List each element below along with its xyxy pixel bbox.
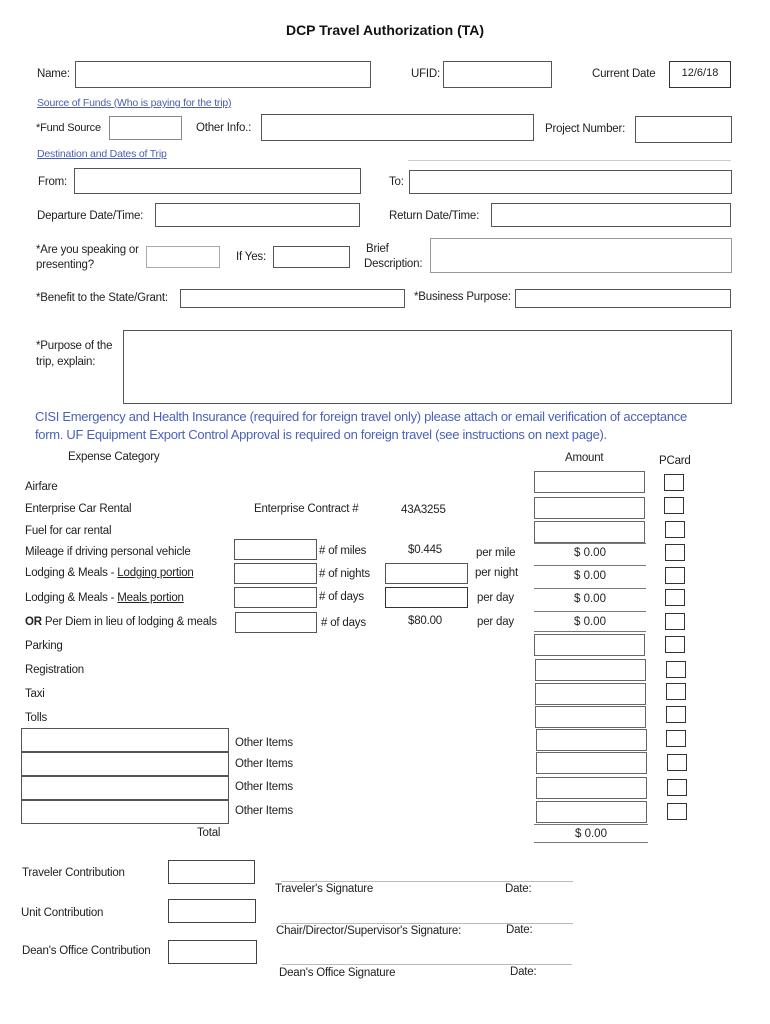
per-night-label: per night [475,567,518,579]
other-items-label-2: Other Items [235,758,293,770]
divider [534,842,648,843]
amount-header: Amount [565,452,604,464]
per-mile-label: per mile [476,547,516,559]
taxi-amount-field[interactable] [535,683,646,705]
pcard-checkbox-tolls[interactable] [666,706,686,723]
meals-prefix: Lodging & Meals - [25,592,118,604]
nights-unit-label: # of nights [319,568,370,580]
parking-amount-field[interactable] [534,634,645,656]
return-label: Return Date/Time: [389,210,480,222]
ufid-field[interactable] [443,61,552,88]
pcard-checkbox-lodging[interactable] [665,567,685,584]
divider [408,160,731,161]
airfare-amount-field[interactable] [534,471,645,493]
pcard-checkbox-other-4[interactable] [667,803,687,820]
miles-unit-label: # of miles [319,545,367,557]
meals-label [25,592,184,604]
other-item-amount-field-4[interactable] [536,801,647,823]
current-date-value: 12/6/18 [681,67,719,79]
benefit-field[interactable] [180,289,405,308]
pcard-checkbox-other-1[interactable] [666,730,686,747]
pcard-checkbox-registration[interactable] [666,661,686,678]
divider [534,543,646,544]
meal-days-field[interactable] [234,587,317,608]
notice-line2: form. UF Equipment Export Control Approval is required on foreign travel (see instructions on next page). [35,427,607,442]
lodging-amount: $ 0.00 [574,570,606,582]
pcard-checkbox-other-2[interactable] [667,754,687,771]
other-item-field-2[interactable] [21,752,229,776]
per-diem-days-label: # of days [321,617,366,629]
brief-label-line2: Description: [364,258,423,270]
brief-description-label [364,242,422,272]
foreign-travel-notice [35,408,687,444]
other-items-label-3: Other Items [235,781,293,793]
divider [534,565,646,566]
pcard-checkbox-car-rental[interactable] [664,497,684,514]
per-diem-days-field[interactable] [235,612,317,633]
nights-field[interactable] [234,563,317,584]
to-field[interactable] [409,170,732,194]
chair-date-label: Date: [506,924,533,936]
benefit-label: *Benefit to the State/Grant: [36,292,168,304]
total-amount: $ 0.00 [575,828,607,840]
taxi-label: Taxi [25,688,45,700]
name-label: Name: [37,68,70,80]
per-day-label: per day [477,592,514,604]
dean-date-label: Date: [510,966,537,978]
meals-rate-field[interactable] [385,587,468,608]
per-diem-or: OR [25,616,42,628]
unit-contribution-field[interactable] [168,899,256,923]
other-item-field-3[interactable] [21,776,229,800]
current-date-field[interactable] [669,61,731,88]
total-label: Total [197,827,221,839]
tolls-label: Tolls [25,712,48,724]
business-purpose-field[interactable] [515,289,731,308]
purpose-field[interactable] [123,330,732,404]
parking-label: Parking [25,640,63,652]
other-item-field-4[interactable] [21,800,229,824]
if-yes-field[interactable] [273,246,350,268]
pcard-checkbox-meals[interactable] [665,589,685,606]
name-field[interactable] [75,61,371,88]
brief-description-field[interactable] [430,238,732,273]
mileage-rate: $0.445 [408,544,442,556]
pcard-header: PCard [659,455,691,467]
miles-field[interactable] [234,539,317,560]
car-rental-label: Enterprise Car Rental [25,503,132,515]
fuel-label: Fuel for car rental [25,525,112,537]
contract-label: Enterprise Contract # [254,503,359,515]
departure-field[interactable] [155,203,360,227]
registration-label: Registration [25,664,84,676]
other-items-label-1: Other Items [235,737,293,749]
speaking-label-line1: *Are you speaking or [36,244,139,256]
traveler-contribution-label: Traveler Contribution [22,867,125,879]
destination-dates-link[interactable]: Destination and Dates of Trip [37,148,167,160]
lodging-rate-field[interactable] [385,563,468,584]
pcard-checkbox-mileage[interactable] [665,544,685,561]
project-number-field[interactable] [635,116,732,143]
pcard-checkbox-taxi[interactable] [666,683,686,700]
if-yes-label: If Yes: [236,251,266,263]
pcard-checkbox-per-diem[interactable] [665,613,685,630]
other-items-label-4: Other Items [235,805,293,817]
dean-signature-line[interactable] [282,964,572,965]
fund-source-label: *Fund Source [36,122,101,134]
contract-number: 43A3255 [401,504,446,516]
pcard-checkbox-airfare[interactable] [664,474,684,491]
pcard-checkbox-fuel[interactable] [665,521,685,538]
per-diem-rate: $80.00 [408,615,442,627]
per-diem-text: Per Diem in lieu of lodging & meals [41,616,217,628]
traveler-date-label: Date: [505,883,532,895]
pcard-checkbox-parking[interactable] [665,636,685,653]
purpose-label-line2: trip, explain: [36,356,96,368]
other-item-amount-field-3[interactable] [536,777,647,799]
dean-signature-label: Dean's Office Signature [279,967,396,979]
divider [534,631,646,632]
car-rental-amount-field[interactable] [534,497,645,519]
per-diem-per-day-label: per day [477,616,514,628]
ufid-label: UFID: [411,68,441,80]
traveler-signature-label: Traveler's Signature [275,883,374,895]
pcard-checkbox-other-3[interactable] [667,779,687,796]
lodging-prefix: Lodging & Meals - [25,567,118,579]
traveler-contribution-field[interactable] [168,860,255,884]
per-diem-amount: $ 0.00 [574,616,606,628]
current-date-label: Current Date [592,68,656,80]
meals-amount: $ 0.00 [574,593,606,605]
days-unit-label: # of days [319,591,364,603]
business-purpose-label: *Business Purpose: [414,291,511,303]
dean-contribution-field[interactable] [168,940,257,964]
divider [534,824,648,825]
dean-contribution-label: Dean's Office Contribution [22,945,151,957]
from-field[interactable] [74,168,361,194]
mileage-label: Mileage if driving personal vehicle [25,546,191,558]
divider [534,588,646,589]
traveler-signature-line[interactable] [281,881,573,882]
from-label: From: [38,176,68,188]
brief-label-line1: Brief [366,243,389,255]
speaking-field[interactable] [146,246,220,268]
project-number-label: Project Number: [545,123,626,135]
per-diem-label [25,616,217,628]
other-item-field-1[interactable] [21,728,229,752]
lodging-label [25,567,194,579]
meals-portion: Meals portion [117,592,184,604]
notice-line1: CISI Emergency and Health Insurance (required for foreign travel only) please attach or email verification of acceptance [35,409,687,424]
other-item-amount-field-2[interactable] [536,752,647,774]
unit-contribution-label: Unit Contribution [21,907,104,919]
return-field[interactable] [491,203,731,227]
mileage-amount: $ 0.00 [574,547,606,559]
other-item-amount-field-1[interactable] [536,729,647,751]
other-info-field[interactable] [261,114,534,141]
fuel-amount-field[interactable] [534,521,645,543]
fund-source-field[interactable] [109,116,182,140]
lodging-portion: Lodging portion [117,567,194,579]
departure-label: Departure Date/Time: [37,210,144,222]
purpose-label-line1: *Purpose of the [36,340,113,352]
speaking-label [36,243,139,273]
registration-amount-field[interactable] [535,659,646,681]
tolls-amount-field[interactable] [535,706,646,728]
expense-category-header: Expense Category [68,451,160,463]
page-title: DCP Travel Authorization (TA) [285,22,485,38]
source-of-funds-link[interactable]: Source of Funds (Who is paying for the trip) [37,97,232,109]
divider [534,611,646,612]
to-label: To: [389,176,404,188]
speaking-label-line2: presenting? [36,259,94,271]
chair-signature-label: Chair/Director/Supervisor's Signature: [276,925,462,937]
airfare-label: Airfare [25,481,58,493]
purpose-label [36,338,112,370]
other-info-label: Other Info.: [196,122,252,134]
